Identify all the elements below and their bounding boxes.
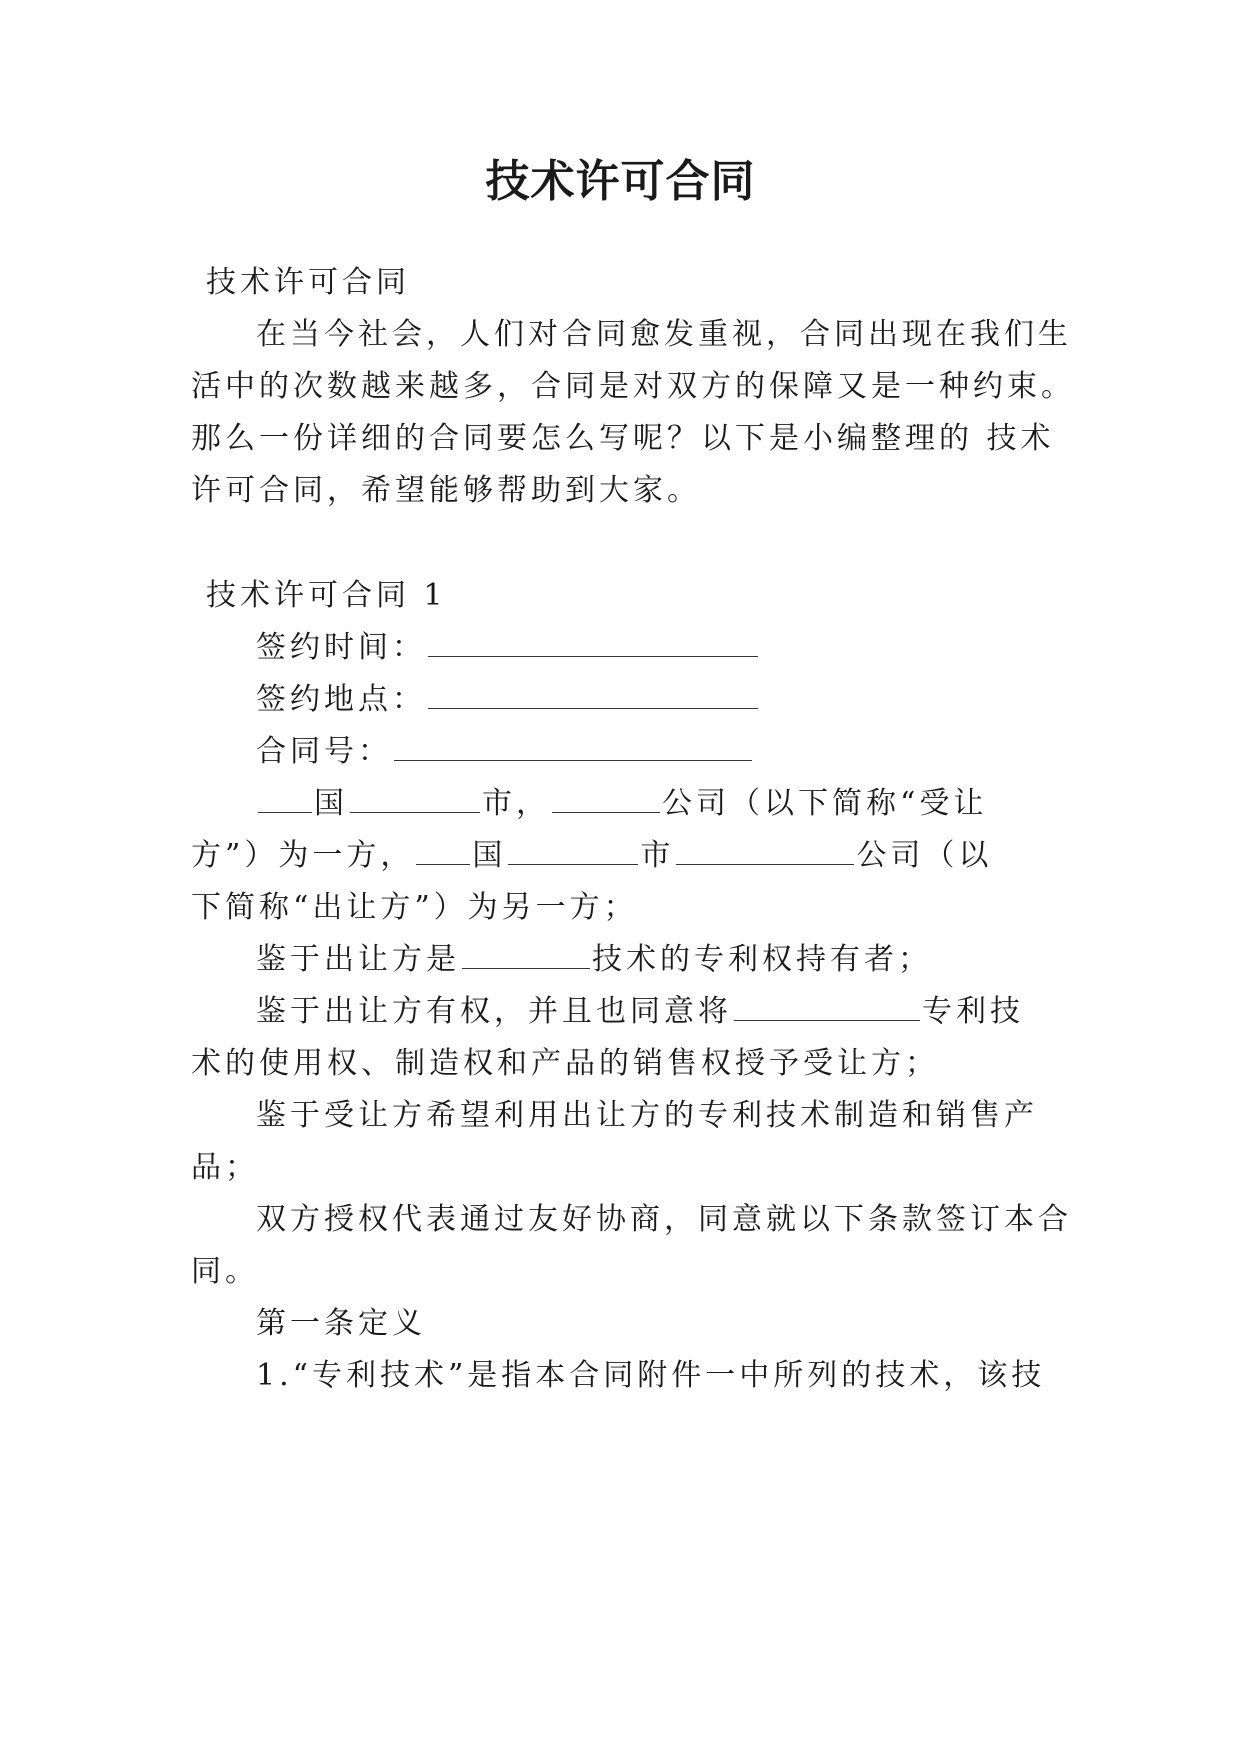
patent-blank bbox=[734, 992, 920, 1021]
whereas-1-prefix: 鉴于出让方是 bbox=[256, 942, 460, 977]
intro-line: 那么一份详细的合同要怎么写呢？以下是小编整理的 技术 bbox=[191, 421, 1055, 456]
agreement-line1: 双方授权代表通过友好协商，同意就以下条款签订本合 bbox=[256, 1202, 1072, 1237]
party-b-company: 公司（以 bbox=[856, 838, 993, 873]
party-b-row bbox=[191, 835, 992, 877]
sign-time-row bbox=[256, 627, 760, 669]
whereas-3-line2: 品； bbox=[191, 1150, 259, 1185]
whereas-1-suffix: 技术的专利权持有者； bbox=[592, 942, 932, 977]
company-blank bbox=[676, 836, 854, 865]
contract-no-row bbox=[256, 731, 754, 773]
sign-place-label: 签约地点： bbox=[256, 682, 426, 717]
party-a-line2: 方”）为一方， bbox=[191, 838, 415, 873]
intro-line: 活中的次数越来越多，合同是对双方的保障又是一种约束。 bbox=[191, 369, 1075, 404]
country-blank bbox=[258, 784, 312, 813]
intro-heading: 技术许可合同 bbox=[206, 265, 410, 300]
whereas-3-line1: 鉴于受让方希望利用出让方的专利技术制造和销售产 bbox=[256, 1098, 1038, 1133]
intro-line: 在当今社会，人们对合同愈发重视，合同出现在我们生 bbox=[256, 317, 1072, 352]
party-b-city: 市 bbox=[640, 838, 675, 873]
city-blank bbox=[350, 784, 480, 813]
whereas-1 bbox=[256, 939, 932, 981]
sign-time-label: 签约时间： bbox=[256, 630, 426, 665]
whereas-2-suffix: 专利技 bbox=[922, 994, 1024, 1029]
whereas-2-line2: 术的使用权、制造权和产品的销售权授予受让方； bbox=[191, 1046, 939, 1081]
agreement-line2: 同。 bbox=[191, 1254, 259, 1289]
contract-heading: 技术许可合同 1 bbox=[206, 578, 447, 613]
company-blank bbox=[552, 784, 660, 813]
party-a-company: 公司（以下简称“受让 bbox=[662, 786, 988, 821]
page-title: 技术许可合同 bbox=[485, 156, 756, 207]
contract-no-blank bbox=[394, 732, 752, 761]
technology-blank bbox=[462, 940, 590, 969]
whereas-2-prefix: 鉴于出让方有权，并且也同意将 bbox=[256, 994, 732, 1029]
whereas-2 bbox=[256, 991, 1024, 1033]
sign-place-row bbox=[256, 679, 760, 721]
city-blank bbox=[508, 836, 638, 865]
sign-place-blank bbox=[428, 680, 758, 709]
party-a-city: 市， bbox=[482, 786, 550, 821]
party-a-country: 国 bbox=[314, 786, 348, 821]
country-blank bbox=[416, 836, 470, 865]
party-a-row bbox=[256, 783, 987, 825]
party-b-country: 国 bbox=[472, 838, 507, 873]
article-1-item-1: 1.“专利技术”是指本合同附件一中所列的技术，该技 bbox=[256, 1358, 1046, 1393]
party-b-line3: 下简称“出让方”）为另一方； bbox=[191, 890, 638, 925]
contract-no-label: 合同号： bbox=[256, 734, 392, 769]
sign-time-blank bbox=[428, 628, 758, 657]
article-1-heading: 第一条定义 bbox=[256, 1306, 426, 1341]
intro-line: 许可合同，希望能够帮助到大家。 bbox=[191, 473, 701, 508]
